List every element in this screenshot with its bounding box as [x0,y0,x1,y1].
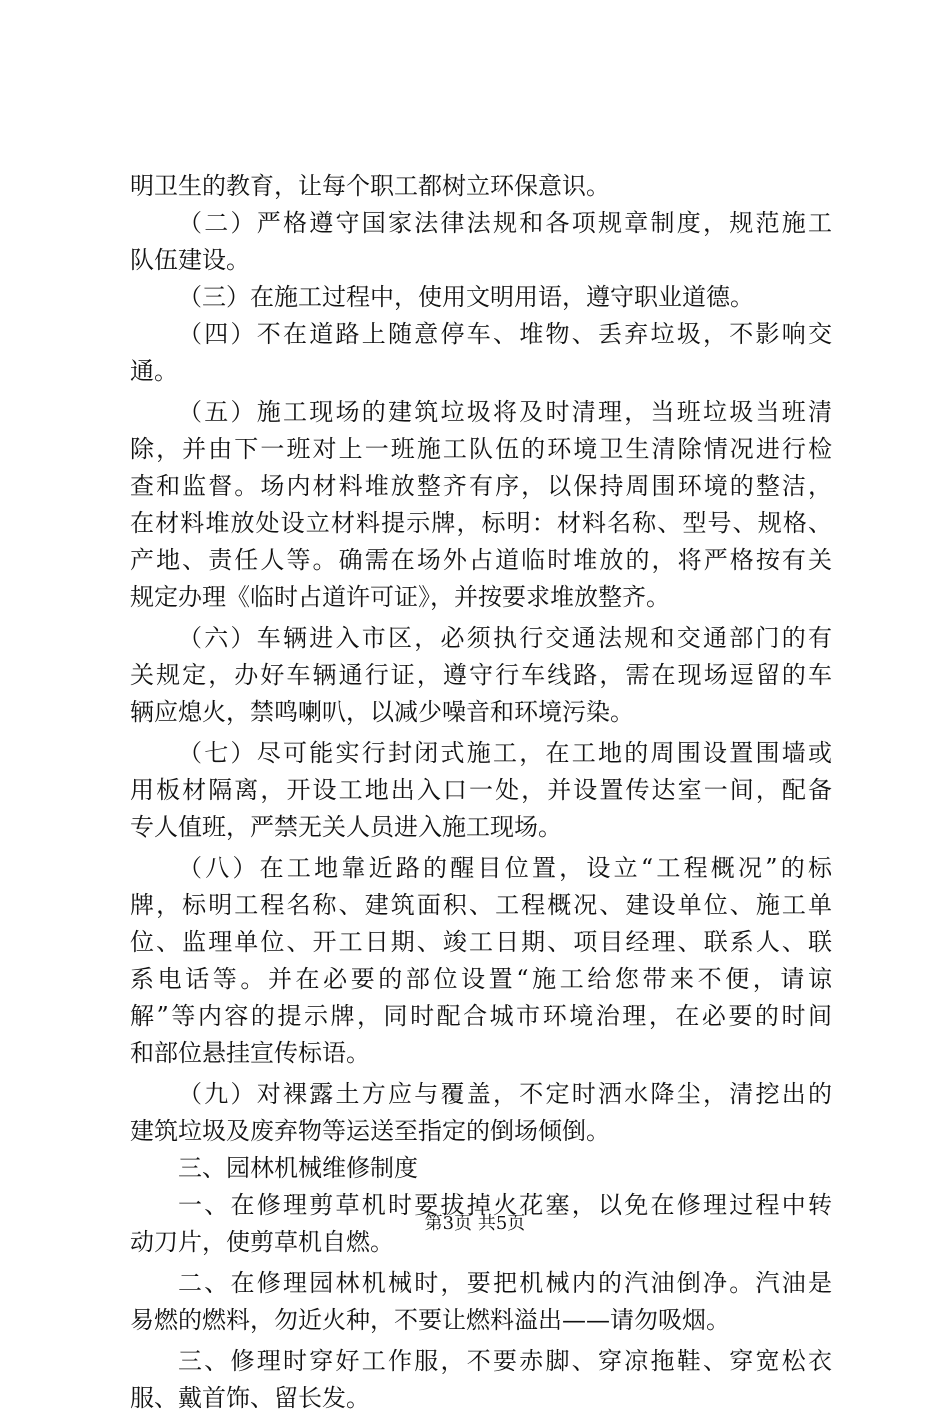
text-line: 解”等内容的提示牌，同时配合城市环境治理，在必要的时间 [130,1002,832,1030]
text-line: 易燃的燃料，勿近火种，不要让燃料溢出——请勿吸烟。 [130,1306,730,1334]
text-line: （八）在工地靠近路的醒目位置，设立“工程概况”的标 [178,854,832,882]
text-line: （四）不在道路上随意停车、堆物、丢弃垃圾，不影响交 [178,320,832,348]
text-line: 明卫生的教育，让每个职工都树立环保意识。 [130,172,610,200]
text-line: （五）施工现场的建筑垃圾将及时清理，当班垃圾当班清 [178,398,832,426]
text-line: （二）严格遵守国家法律法规和各项规章制度，规范施工 [178,209,832,237]
text-line: （九）对裸露土方应与覆盖，不定时洒水降尘，清挖出的 [178,1080,832,1108]
text-line: 规定办理《临时占道许可证》，并按要求堆放整齐。 [130,583,670,611]
text-line: 通。 [130,357,178,385]
text-line: 队伍建设。 [130,246,250,274]
text-line: 位、监理单位、开工日期、竣工日期、项目经理、联系人、联 [130,928,832,956]
text-line: 查和监督。场内材料堆放整齐有序，以保持周围环境的整洁， [130,472,832,500]
text-line: 除，并由下一班对上一班施工队伍的环境卫生清除情况进行检 [130,435,832,463]
text-line: 专人值班，严禁无关人员进入施工现场。 [130,813,562,841]
text-line: 和部位悬挂宣传标语。 [130,1039,370,1067]
text-line: （七）尽可能实行封闭式施工，在工地的周围设置围墙或 [178,739,832,767]
text-line: 动刀片，使剪草机自燃。 [130,1228,394,1256]
text-line: 牌，标明工程名称、建筑面积、工程概况、建设单位、施工单 [130,891,832,919]
text-line: 用板材隔离，开设工地出入口一处，并设置传达室一间，配备 [130,776,832,804]
page-number-footer: 第3页 共5页 [424,1213,526,1234]
text-line: 三、修理时穿好工作服，不要赤脚、穿凉拖鞋、穿宽松衣 [178,1347,832,1375]
text-line: 一、在修理剪草机时要拔掉火花塞，以免在修理过程中转 [178,1191,832,1219]
text-line: 二、在修理园林机械时，要把机械内的汽油倒净。汽油是 [178,1269,832,1297]
text-line: （三）在施工过程中，使用文明用语，遵守职业道德。 [178,283,754,311]
text-line: 产地、责任人等。确需在场外占道临时堆放的，将严格按有关 [130,546,832,574]
text-line: 建筑垃圾及废弃物等运送至指定的倒场倾倒。 [130,1117,610,1145]
text-line: 三、园林机械维修制度 [178,1154,418,1182]
text-line: 系电话等。并在必要的部位设置“施工给您带来不便，请谅 [130,965,832,993]
text-line: （六）车辆进入市区，必须执行交通法规和交通部门的有 [178,624,832,652]
text-line: 辆应熄火，禁鸣喇叭，以减少噪音和环境污染。 [130,698,634,726]
text-line: 在材料堆放处设立材料提示牌，标明：材料名称、型号、规格、 [130,509,832,537]
text-line: 关规定，办好车辆通行证，遵守行车线路，需在现场逗留的车 [130,661,832,689]
text-line: 服、戴首饰、留长发。 [130,1384,370,1412]
